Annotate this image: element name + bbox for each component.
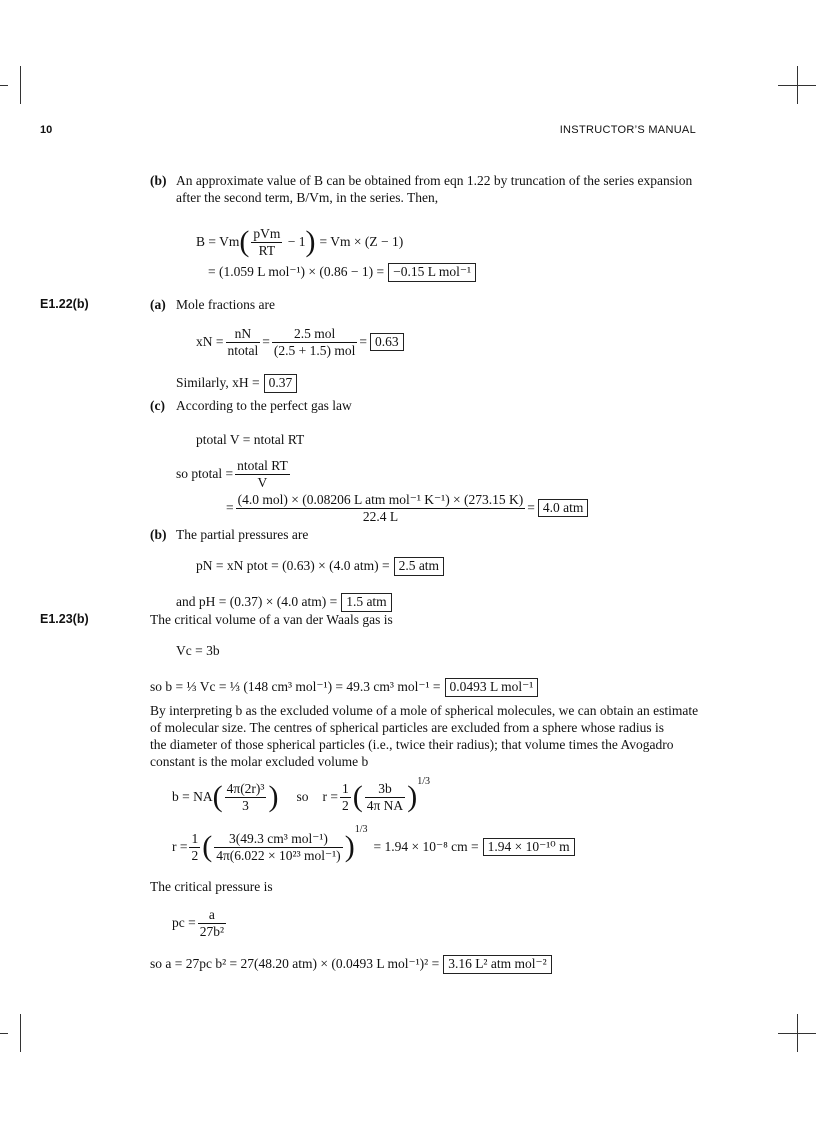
- operator: =: [226, 500, 234, 515]
- equation-ph: [176, 593, 392, 612]
- numerator: (4.0 mol) × (0.08206 L atm mol⁻¹ K⁻¹) × (273.15 K): [237, 491, 524, 507]
- fraction: [189, 831, 200, 863]
- paren-close: ): [268, 780, 279, 813]
- crop-mark: [20, 66, 21, 104]
- equation-text: r =: [322, 789, 338, 804]
- paren-close: ): [305, 225, 316, 258]
- exercise-label: E1.23(b): [40, 612, 89, 626]
- denominator: 3: [242, 797, 249, 813]
- equation-ptotal-calc: [226, 490, 588, 526]
- fraction: [251, 226, 282, 258]
- paragraph-line: By interpreting b as the excluded volume of a mole of spherical molecules, we can obtain an estimate: [150, 703, 699, 718]
- denominator: RT: [258, 242, 276, 258]
- answer-box: −0.15 L mol⁻¹: [388, 263, 476, 282]
- equation-text: pN = xN ptot = (0.63) × (4.0 atm) =: [196, 558, 390, 574]
- paren-open: (: [352, 780, 363, 813]
- equation-text: b = NA: [172, 789, 213, 804]
- numerator: 2.5 mol: [272, 326, 357, 343]
- equation-text: = Vm × (Z − 1): [319, 234, 404, 249]
- part-label: (a): [150, 297, 166, 312]
- fraction: [272, 326, 357, 358]
- paren-open: (: [212, 780, 223, 813]
- crop-mark: [778, 1033, 816, 1034]
- running-header: INSTRUCTOR’S MANUAL: [559, 124, 696, 136]
- answer-box: 1.94 × 10⁻¹⁰ m: [483, 838, 575, 857]
- denominator: V: [257, 474, 268, 490]
- denominator: 2: [341, 797, 349, 813]
- equation-text: so b = ⅓ Vc = ⅓ (148 cm³ mol⁻¹) = 49.3 cm³ mol⁻¹ =: [150, 679, 441, 695]
- paren-open: (: [239, 225, 250, 258]
- operator: =: [359, 334, 367, 349]
- part-label: (b): [150, 173, 167, 188]
- equation-b-viral: [196, 222, 403, 262]
- fraction: [340, 781, 351, 813]
- equation-a: [150, 955, 552, 974]
- equation-text: = (1.059 L mol⁻¹) × (0.86 − 1) =: [208, 264, 385, 280]
- answer-box: 0.37: [264, 374, 298, 393]
- numerator: 4π(2r)³: [226, 780, 265, 796]
- numerator: 1: [341, 780, 349, 796]
- paren-close: ): [344, 830, 355, 863]
- crop-mark: [20, 1014, 21, 1052]
- equation-text: and pH = (0.37) × (4.0 atm) =: [176, 594, 338, 610]
- denominator: 27b²: [199, 923, 225, 939]
- equation-ptotal: [176, 456, 292, 492]
- answer-box: 0.63: [370, 333, 404, 352]
- equation-excluded-volume: [172, 776, 430, 818]
- paren-open: (: [202, 830, 213, 863]
- numerator: pVm: [253, 225, 281, 241]
- text-line: An approximate value of B can be obtained from eqn 1.22 by truncation of the series expansion: [176, 173, 693, 188]
- answer-box: 3.16 L² atm mol⁻²: [443, 955, 551, 974]
- numerator: nN: [226, 326, 261, 343]
- numerator: a: [198, 907, 226, 924]
- denominator: 22.4 L: [362, 508, 399, 524]
- paragraph-line: the diameter of those spherical particles (i.e., twice their radius); that volume times the Avogadro: [150, 737, 674, 752]
- text-line: According to the perfect gas law: [176, 398, 352, 413]
- numerator: 1: [191, 830, 199, 846]
- numerator: 3b: [365, 781, 405, 798]
- fraction: [225, 781, 267, 813]
- equation-text: r =: [172, 839, 188, 854]
- fraction: [226, 326, 261, 358]
- operator: =: [262, 334, 270, 349]
- equation-text: = 1.94 × 10⁻⁸ cm =: [373, 839, 479, 854]
- answer-box: 4.0 atm: [538, 499, 589, 518]
- exercise-label: E1.22(b): [40, 297, 89, 311]
- page-number: 10: [40, 124, 53, 136]
- equation-text: so a = 27pc b² = 27(48.20 atm) × (0.0493 L mol⁻¹)² =: [150, 956, 440, 972]
- fraction: [198, 907, 226, 939]
- equation-pc: [172, 905, 228, 941]
- equation-text: B = Vm: [196, 234, 240, 249]
- crop-mark: [0, 1033, 8, 1034]
- equation-b-value: [208, 263, 476, 282]
- denominator: 4π(6.022 × 10²³ mol⁻¹): [216, 847, 341, 863]
- fraction: [235, 458, 290, 490]
- part-label: (c): [150, 398, 165, 413]
- paren-close: ): [407, 780, 418, 813]
- part-label: (b): [150, 527, 167, 542]
- equation-text: so ptotal =: [176, 466, 234, 481]
- paragraph-line: constant is the molar excluded volume b: [150, 754, 369, 769]
- crop-mark: [778, 85, 816, 86]
- equation-pn: [196, 557, 444, 576]
- denominator: 4π NA: [366, 797, 404, 813]
- crop-mark: [0, 85, 8, 86]
- fraction: [236, 492, 526, 524]
- paragraph-line: of molecular size. The centres of spherical particles are excluded from a sphere whose radius is: [150, 720, 665, 735]
- equation-text: xN =: [196, 334, 224, 349]
- text-line: Mole fractions are: [176, 297, 275, 312]
- answer-box: 1.5 atm: [341, 593, 392, 612]
- equation-text: pc =: [172, 915, 196, 930]
- equation-text: Similarly, xH =: [176, 375, 260, 391]
- operator: − 1: [284, 234, 306, 249]
- answer-box: 0.0493 L mol⁻¹: [445, 678, 539, 697]
- exponent: 1/3: [417, 776, 430, 787]
- equation-vc: Vc = 3b: [176, 643, 220, 658]
- equation-b: [150, 678, 538, 697]
- equation-radius: [172, 824, 575, 870]
- connector-word: so: [296, 789, 309, 804]
- answer-box: 2.5 atm: [394, 557, 445, 576]
- denominator: (2.5 + 1.5) mol: [273, 342, 356, 358]
- text-line: The partial pressures are: [176, 527, 309, 542]
- text-line: The critical pressure is: [150, 879, 273, 894]
- text-line: The critical volume of a van der Waals gas is: [150, 612, 393, 627]
- exponent: 1/3: [354, 824, 368, 835]
- text-line: after the second term, B/Vm, in the series. Then,: [176, 190, 439, 205]
- denominator: ntotal: [227, 342, 259, 358]
- equation-mole-fraction: [196, 324, 404, 360]
- fraction: [365, 781, 405, 813]
- equation-xh: [176, 374, 297, 393]
- fraction: [214, 831, 342, 863]
- numerator: ntotal RT: [237, 457, 288, 473]
- denominator: 2: [191, 847, 199, 863]
- equation-gas-law: ptotal V = ntotal RT: [196, 432, 305, 447]
- numerator: 3(49.3 cm³ mol⁻¹): [214, 831, 342, 848]
- operator: =: [527, 500, 535, 515]
